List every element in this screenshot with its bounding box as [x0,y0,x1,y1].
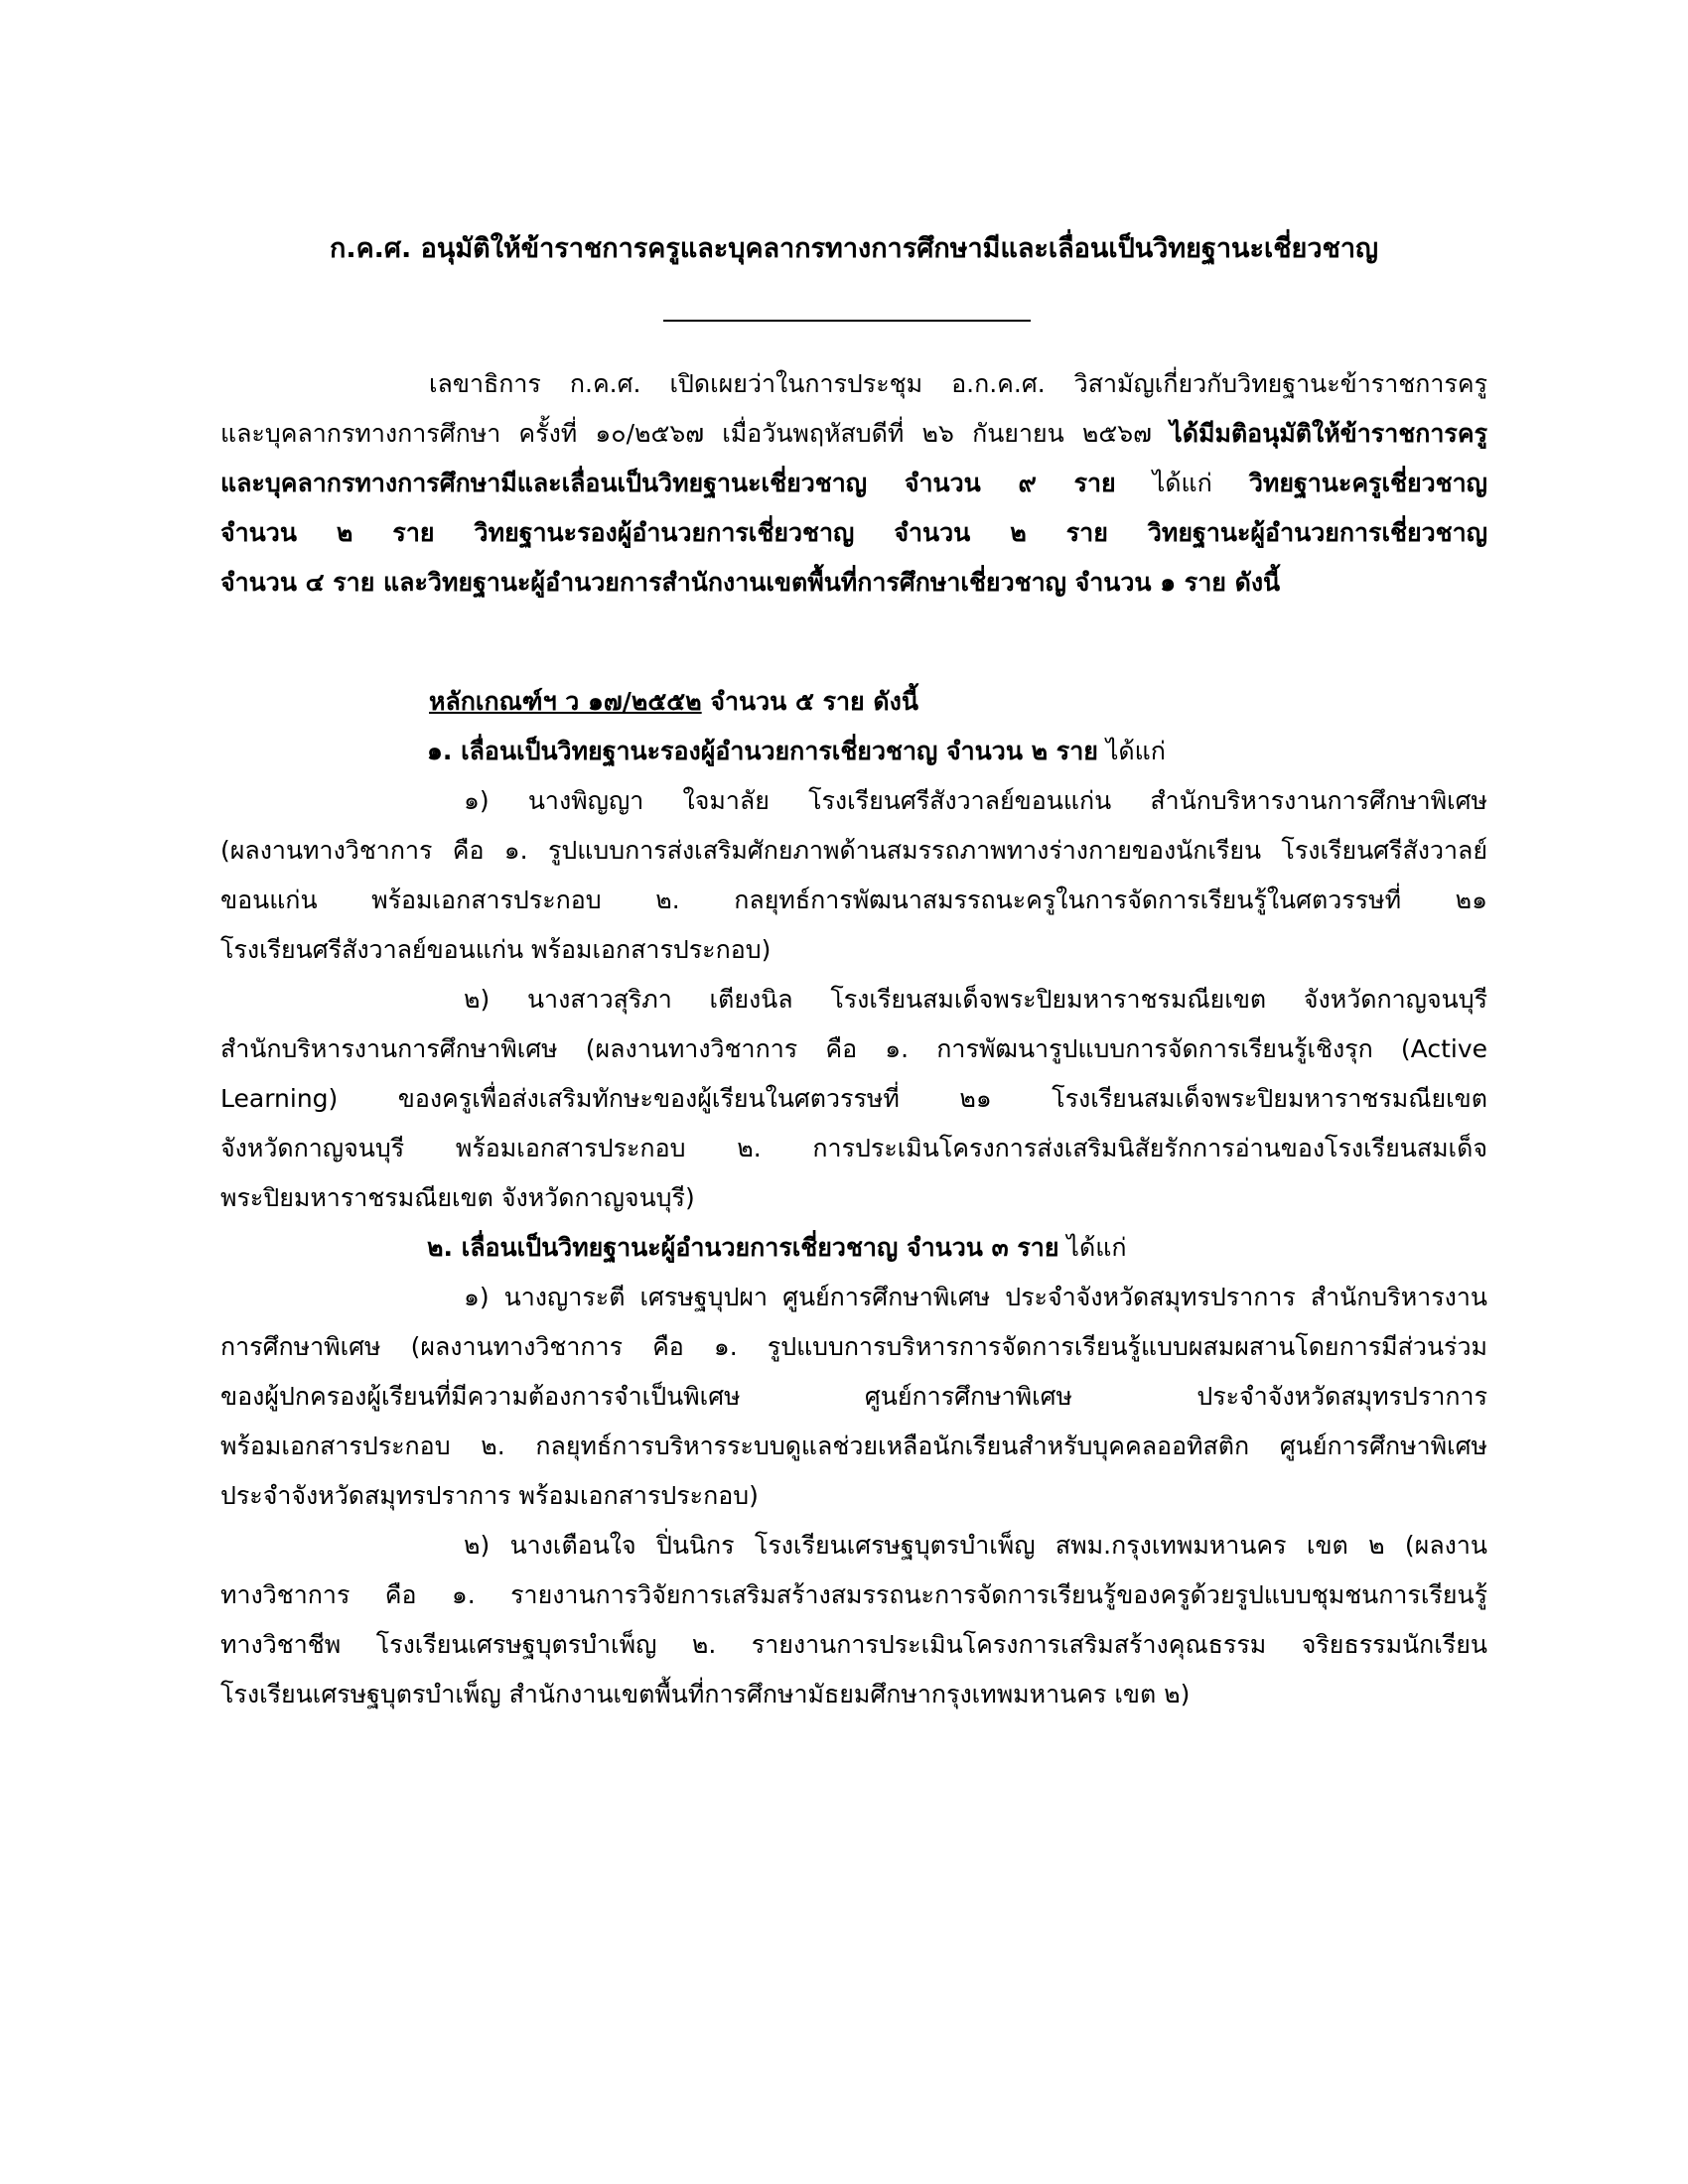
section-1-item-1-line-2: (ผลงานทางวิชาการ คือ ๑. รูปแบบการส่งเสริมศักยภาพด้านสมรรถภาพทางร่างกายของนักเรียน โรงเรียนศรีสังวาลย์ [220,836,1487,865]
section-2-heading: ๒. เลื่อนเป็นวิทยฐานะผู้อำนวยการเชี่ยวชาญ จำนวน ๓ ราย ได้แก่ [427,1233,1127,1262]
section-2-item-1-line-1: ๑) นางญาระตี เศรษฐบุปผา ศูนย์การศึกษาพิเศษ ประจำจังหวัดสมุทรปราการ สำนักบริหารงาน [464,1283,1487,1311]
intro-line-4: จำนวน ๒ ราย วิทยฐานะรองผู้อำนวยการเชี่ยวชาญ จำนวน ๒ ราย วิทยฐานะผู้อำนวยการเชี่ยวชาญ [220,518,1487,547]
intro-line-3: และบุคลากรทางการศึกษามีและเลื่อนเป็นวิทยฐานะเชี่ยวชาญ จำนวน ๙ ราย ได้แก่ วิทยฐานะครูเชี่ยวชาญ [220,469,1487,497]
intro-line-2: และบุคลากรทางการศึกษา ครั้งที่ ๑๐/๒๕๖๗ เมื่อวันพฤหัสบดีที่ ๒๖ กันยายน ๒๕๖๗ ได้มีมติอนุมัติให้ข้าราชการครู [220,419,1487,448]
main-content [220,677,1487,1719]
section-2-item-1-line-4: พร้อมเอกสารประกอบ ๒. กลยุทธ์การบริหารระบบดูแลช่วยเหลือนักเรียนสำหรับบุคคลออทิสติก ศูนย์การศึกษาพิเศษ [220,1432,1487,1460]
section-1-item-1-line-4: โรงเรียนศรีสังวาลย์ขอนแก่น พร้อมเอกสารประกอบ) [220,935,772,964]
intro-paragraph [220,359,1487,608]
section-1-item-2-line-4: จังหวัดกาญจนบุรี พร้อมเอกสารประกอบ ๒. การประเมินโครงการส่งเสริมนิสัยรักการอ่านของโรงเรียนสมเด็จ [220,1134,1487,1162]
section-2-item-1-line-2: การศึกษาพิเศษ (ผลงานทางวิชาการ คือ ๑. รูปแบบการบริหารการจัดการเรียนรู้แบบผสมผสานโดยการมีส่วนร่วม [220,1332,1487,1361]
section-1-item-1-line-1: ๑) นางพิญญา ใจมาลัย โรงเรียนศรีสังวาลย์ขอนแก่น สำนักบริหารงานการศึกษาพิเศษ [464,786,1487,815]
section-1-item-2-line-3: Learning) ของครูเพื่อส่งเสริมทักษะของผู้เรียนในศตวรรษที่ ๒๑ โรงเรียนสมเด็จพระปิยมหาราชรมณียเขต [220,1084,1487,1113]
section-2-item-2-line-2: ทางวิชาการ คือ ๑. รายงานการวิจัยการเสริมสร้างสมรรถนะการจัดการเรียนรู้ของครูด้วยรูปแบบชุมชนการเรียนรู้ [220,1580,1487,1609]
section-2-item-2-line-3: ทางวิชาชีพ โรงเรียนเศรษฐบุตรบำเพ็ญ ๒. รายงานการประเมินโครงการเสริมสร้างคุณธรรม จริยธรรมนักเรียน [220,1630,1487,1659]
section-2-item-2-line-4: โรงเรียนเศรษฐบุตรบำเพ็ญ สำนักงานเขตพื้นที่การศึกษามัธยมศึกษากรุงเทพมหานคร เขต ๒) [220,1680,1191,1708]
criteria-heading: หลักเกณฑ์ฯ ว ๑๗/๒๕๕๒ จำนวน ๕ ราย ดังนี้ [429,687,918,716]
section-1-item-2-line-5: พระปิยมหาราชรมณียเขต จังหวัดกาญจนบุรี) [220,1183,695,1212]
intro-line-1: เลขาธิการ ก.ค.ศ. เปิดเผยว่าในการประชุม อ.ก.ค.ศ. วิสามัญเกี่ยวกับวิทยฐานะข้าราชการครู [429,369,1487,398]
section-1-item-2-line-2: สำนักบริหารงานการศึกษาพิเศษ (ผลงานทางวิชาการ คือ ๑. การพัฒนารูปแบบการจัดการเรียนรู้เชิงรุก (Active [220,1034,1487,1063]
section-2-item-1-line-3: ของผู้ปกครองผู้เรียนที่มีความต้องการจำเป็นพิเศษ ศูนย์การศึกษาพิเศษ ประจำจังหวัดสมุทรปราการ [220,1382,1487,1411]
section-1-item-2-line-1: ๒) นางสาวสุริภา เตียงนิล โรงเรียนสมเด็จพระปิยมหาราชรมณียเขต จังหวัดกาญจนบุรี [464,985,1487,1014]
section-1-heading: ๑. เลื่อนเป็นวิทยฐานะรองผู้อำนวยการเชี่ยวชาญ จำนวน ๒ ราย ได้แก่ [427,737,1166,765]
section-2-item-2-line-1: ๒) นางเตือนใจ ปิ่นนิกร โรงเรียนเศรษฐบุตรบำเพ็ญ สพม.กรุงเทพมหานคร เขต ๒ (ผลงาน [464,1531,1487,1560]
section-2-item-1-line-5: ประจำจังหวัดสมุทรปราการ พร้อมเอกสารประกอบ) [220,1481,759,1510]
section-1-item-1-line-3: ขอนแก่น พร้อมเอกสารประกอบ ๒. กลยุทธ์การพัฒนาสมรรถนะครูในการจัดการเรียนรู้ในศตวรรษที่ ๒๑ [220,886,1487,914]
page-title: ก.ค.ศ. อนุมัติให้ข้าราชการครูและบุคลากรทางการศึกษามีและเลื่อนเป็นวิทยฐานะเชี่ยวชาญ [329,233,1379,264]
intro-line-5: จำนวน ๔ ราย และวิทยฐานะผู้อำนวยการสำนักงานเขตพื้นที่การศึกษาเชี่ยวชาญ จำนวน ๑ ราย ดังนี้ [220,568,1281,597]
title-underline [663,320,1031,322]
